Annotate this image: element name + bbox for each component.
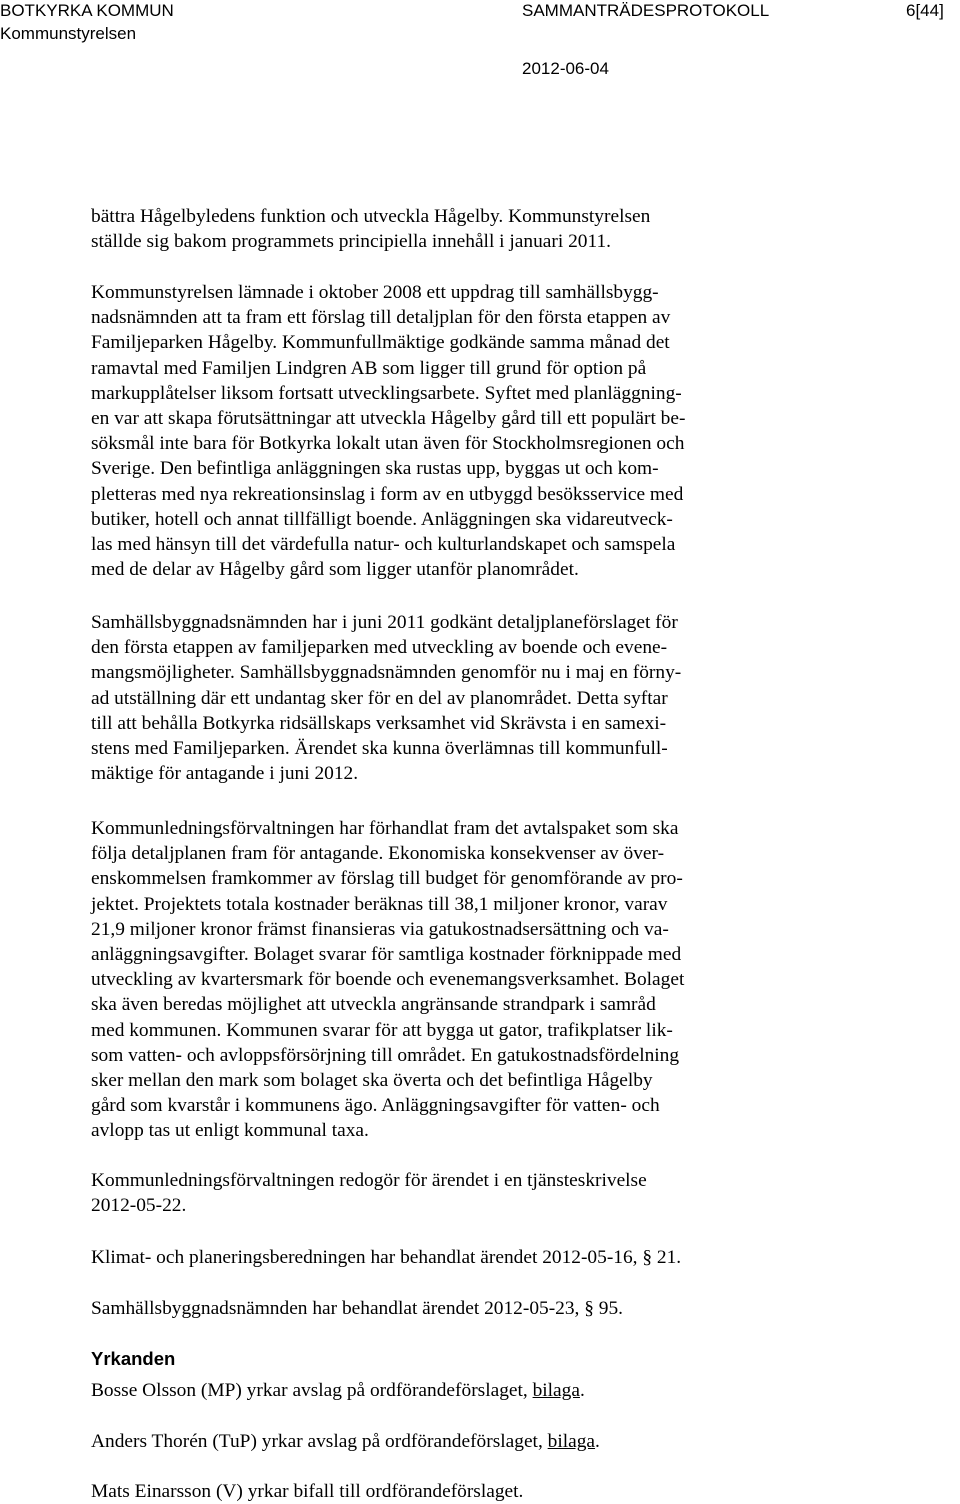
board-name: Kommunstyrelsen [0, 24, 137, 43]
paragraph-3 [91, 610, 826, 786]
section-heading-yrkanden: Yrkanden [91, 1348, 176, 1369]
paragraph-7: Samhällsbyggnadsnämnden har behandlat ärendet 2012-05-23, § 95. [91, 1298, 624, 1319]
paragraph-2 [91, 280, 826, 582]
paragraph-4 [91, 816, 826, 1144]
paragraph-1 [91, 204, 826, 254]
yrkande-item [91, 1429, 600, 1454]
paragraph-text: Kommunledningsförvaltningen redogör för ärendet i en tjänsteskrivelse 2012-05-22. [91, 1170, 647, 1217]
yrkande-text: Anders Thorén (TuP) yrkar avslag på ordförandeförslaget, [91, 1431, 548, 1452]
paragraph-text: Kommunstyrelsen lämnade i oktober 2008 ett uppdrag till samhällsbygg- nadsnämnden att ta fram ett förslag till detaljplan för den första etappen av Familjeparken Hågelby. Kommunfullmäktige godkände samma månad det ramavtal med Familjen Lindgren AB som ligger till grund för option på markupplåtelser liksom fortsatt utvecklingsarbete. Syftet med planläggning- en var att skapa förutsättningar att utveckla Hågelby gård till ett populärt be- söksmål inte bara för Botkyrka lokalt utan även för Stockholmsregionen och Sverige. Den befintliga anläggningen ska rustas upp, byggas ut och kom- pletteras med nya rekreationsinslag i form av en utbyggd besöksservice med butiker, hotell och annat tillfälligt boende. Anläggningen ska vidareutveck- las med hänsyn till det värdefulla natur- och kulturlandskapet och samspela med de delar av Hågelby gård som ligger utanför planområdet. [91, 282, 686, 581]
paragraph-text: Kommunledningsförvaltningen har förhandlat fram det avtalspaket som ska följa detaljplanen fram för antagande. Ekonomiska konsekvenser av över- enskommelsen framkommer av förslag till budget för genomförande av pro- jektet. Projektets totala kostnader beräknas till 38,1 miljoner kronor, varav 21,9 miljoner kronor främst finansieras via gatukostnadsersättning och va- anläggningsavgifter. Bolaget svarar för samtliga kostnader förknippade med utveckling av kvartersmark för boende och evenemangsverksamhet. Bolaget ska även beredas möjlighet att utveckla angränsande strandpark i samråd med kommunen. Kommunen svarar för att bygga ut gator, trafikplatser lik- som vatten- och avloppsförsörjning till området. En gatukostnadsfördelning sker mellan den mark som bolaget ska överta och det befintliga Hågelby gård som kvarstår i kommunens ägo. Anläggningsavgifter för vatten- och avlopp tas ut enligt kommunal taxa. [91, 818, 685, 1142]
yrkande-end: . [595, 1431, 600, 1452]
paragraph-text: Samhällsbyggnadsnämnden har i juni 2011 godkänt detaljplaneförslaget för den första etappen av familjeparken med utveckling av boende och evene- mangsmöjligheter. Samhällsbyggnadsnämnden genomför nu i maj en förny- ad utställning där ett undantag sker för en del av planområdet. Detta syftar till att behålla Botkyrka ridsällskaps verksamhet vid Skrävsta i en samexi- stens med Familjeparken. Ärendet ska kunna överlämnas till kommunfull- mäktige för antagande i juni 2012. [91, 612, 682, 785]
bilaga-link[interactable]: bilaga [547, 1431, 596, 1452]
paragraph-6: Klimat- och planeringsberedningen har behandlat ärendet 2012-05-16, § 21. [91, 1247, 682, 1268]
yrkande-text: Bosse Olsson (MP) yrkar avslag på ordförandeförslaget, [91, 1380, 533, 1401]
document-type: SAMMANTRÄDESPROTOKOLL [522, 1, 770, 20]
bilaga-link[interactable]: bilaga [532, 1380, 580, 1401]
yrkande-item [91, 1479, 523, 1504]
municipality-name: BOTKYRKA KOMMUN [0, 1, 174, 20]
yrkande-end: . [579, 1380, 585, 1401]
yrkande-text: Mats Einarsson (V) yrkar bifall till ordförandeförslaget. [91, 1481, 524, 1502]
page-number: 6[44] [906, 1, 944, 20]
paragraph-5 [91, 1168, 826, 1218]
yrkande-item [91, 1378, 585, 1403]
meeting-date: 2012-06-04 [522, 59, 609, 78]
paragraph-text: bättra Hågelbyledens funktion och utveckla Hågelby. Kommunstyrelsen ställde sig bakom programmets principiella innehåll i januari 2011. [91, 206, 651, 253]
